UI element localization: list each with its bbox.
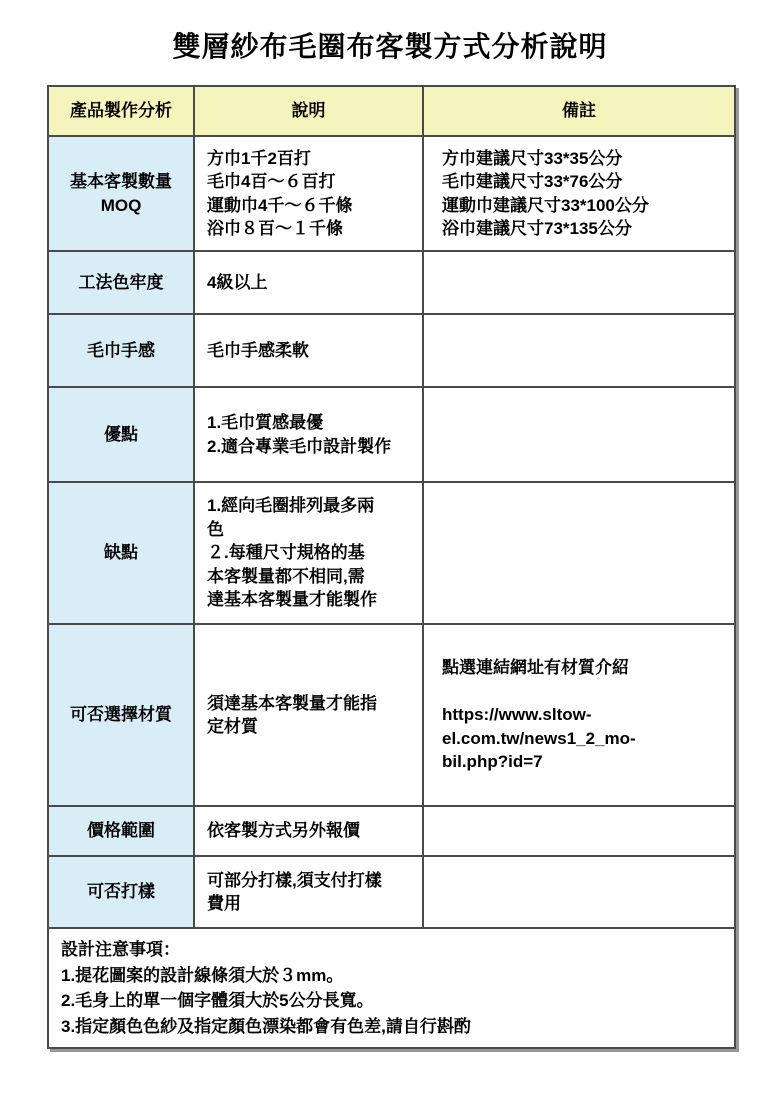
table-row-moq bbox=[48, 136, 735, 251]
row-label-texture: 毛巾手感 bbox=[48, 314, 194, 387]
row-desc-colorfastness: 4級以上 bbox=[194, 251, 423, 314]
row-note-price bbox=[423, 806, 735, 856]
table-row-cons bbox=[48, 482, 735, 624]
header-description: 說明 bbox=[194, 86, 423, 136]
row-note-cons bbox=[423, 482, 735, 624]
row-desc-price: 依客製方式另外報價 bbox=[194, 806, 423, 856]
header-remarks: 備註 bbox=[423, 86, 735, 136]
row-label-cons: 缺點 bbox=[48, 482, 194, 624]
row-desc-cons: 1.經向毛圈排列最多兩 色 ２.每種尺寸規格的基 本客製量都不相同,需 達基本客製量才能製作 bbox=[194, 482, 423, 624]
row-label-pros: 優點 bbox=[48, 387, 194, 482]
row-label-material: 可否選擇材質 bbox=[48, 624, 194, 806]
row-note-material bbox=[423, 624, 735, 806]
row-note-moq: 方巾建議尺寸33*35公分 毛巾建議尺寸33*76公分 運動巾建議尺寸33*100公分 浴巾建議尺寸73*135公分 bbox=[423, 136, 735, 251]
page-title: 雙層紗布毛圈布客製方式分析說明 bbox=[172, 31, 608, 62]
table-row-colorfastness bbox=[48, 251, 735, 314]
row-desc-moq: 方巾1千2百打 毛巾4百～６百打 運動巾4千～６千條 浴巾８百～１千條 bbox=[194, 136, 423, 251]
row-label-moq: 基本客製數量 MOQ bbox=[48, 136, 194, 251]
header-analysis: 產品製作分析 bbox=[48, 86, 194, 136]
row-desc-pros: 1.毛巾質感最優 2.適合專業毛巾設計製作 bbox=[194, 387, 423, 482]
row-note-texture bbox=[423, 314, 735, 387]
row-desc-texture: 毛巾手感柔軟 bbox=[194, 314, 423, 387]
table-footer-row bbox=[48, 928, 735, 1048]
material-link[interactable]: https://www.sltow- el.com.tw/news1_2_mo- bil.php?id=7 bbox=[442, 705, 636, 772]
product-analysis-table bbox=[47, 85, 736, 1049]
table-header-row bbox=[48, 86, 735, 136]
row-note-sample bbox=[423, 856, 735, 928]
table-row-texture bbox=[48, 314, 735, 387]
table-row-pros bbox=[48, 387, 735, 482]
row-label-price: 價格範圍 bbox=[48, 806, 194, 856]
table-row-sample bbox=[48, 856, 735, 928]
table-row-price bbox=[48, 806, 735, 856]
table-row-material bbox=[48, 624, 735, 806]
row-desc-material: 須達基本客製量才能指 定材質 bbox=[194, 624, 423, 806]
row-label-colorfastness: 工法色牢度 bbox=[48, 251, 194, 314]
row-note-pros bbox=[423, 387, 735, 482]
material-note-intro: 點選連結網址有材質介紹 bbox=[442, 658, 629, 678]
row-label-sample: 可否打樣 bbox=[48, 856, 194, 928]
row-note-colorfastness bbox=[423, 251, 735, 314]
row-desc-sample: 可部分打樣,須支付打樣 費用 bbox=[194, 856, 423, 928]
design-notes: 設計注意事項： 1.提花圖案的設計線條須大於３mm。 2.毛身上的單一個字體須大於5公分長寬。 3.指定顏色色紗及指定顏色漂染都會有色差,請自行斟酌 bbox=[48, 928, 735, 1048]
